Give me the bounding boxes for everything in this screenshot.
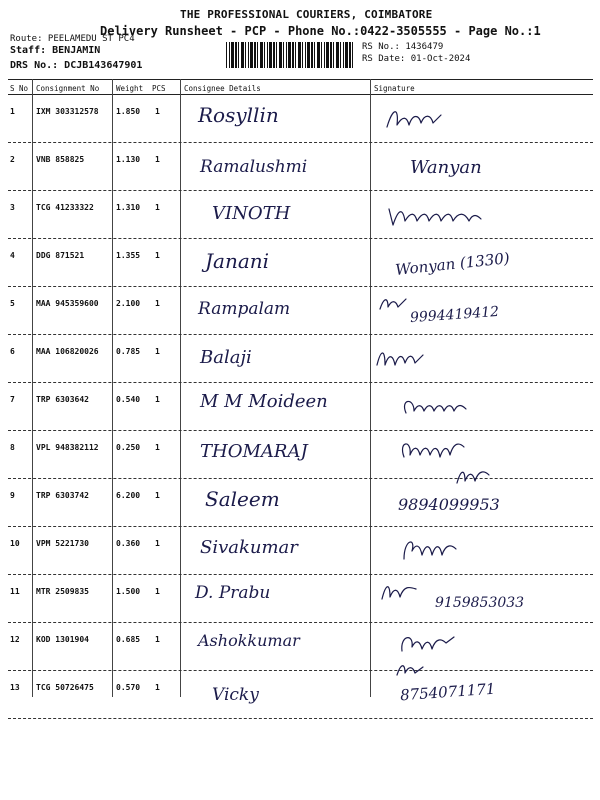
row-sno: 10 bbox=[10, 539, 20, 548]
row-weight: 0.540 bbox=[116, 395, 141, 404]
row-sno: 13 bbox=[10, 683, 20, 692]
staff-label: Staff: BENJAMIN bbox=[10, 45, 101, 56]
row-consignment: KOD 1301904 bbox=[36, 635, 89, 644]
row-pcs: 1 bbox=[155, 347, 160, 356]
row-pcs: 1 bbox=[155, 587, 160, 596]
row-sno: 4 bbox=[10, 251, 15, 260]
row-pcs: 1 bbox=[155, 107, 160, 116]
row-weight: 6.200 bbox=[116, 491, 141, 500]
row-sno: 11 bbox=[10, 587, 20, 596]
row-consignment: VPM 5221730 bbox=[36, 539, 89, 548]
row-weight: 1.310 bbox=[116, 203, 141, 212]
row-consignment: MTR 2509835 bbox=[36, 587, 89, 596]
row-sno: 2 bbox=[10, 155, 15, 164]
signature-scribble bbox=[385, 203, 485, 231]
row-consignment: MAA 945359600 bbox=[36, 299, 99, 308]
row-consignment: TCG 50726475 bbox=[36, 683, 94, 692]
consignee-handwriting: Janani bbox=[205, 249, 270, 273]
table-row bbox=[0, 287, 600, 335]
phone-handwriting: 9894099953 bbox=[398, 495, 500, 514]
row-pcs: 1 bbox=[155, 299, 160, 308]
row-sno: 9 bbox=[10, 491, 15, 500]
col-consignment: Consignment No bbox=[36, 84, 100, 93]
row-pcs: 1 bbox=[155, 635, 160, 644]
row-weight: 1.130 bbox=[116, 155, 141, 164]
barcode-image bbox=[226, 42, 356, 68]
phone-handwriting: 8754071171 bbox=[399, 679, 496, 705]
row-sno: 12 bbox=[10, 635, 20, 644]
table-row bbox=[0, 575, 600, 623]
signature-handwriting: Wanyan bbox=[410, 157, 482, 178]
row-weight: 0.360 bbox=[116, 539, 141, 548]
rs-number: RS No.: 1436479 bbox=[362, 42, 444, 52]
consignee-handwriting: Ashokkumar bbox=[198, 631, 300, 650]
row-pcs: 1 bbox=[155, 443, 160, 452]
col-pcs: PCS bbox=[152, 84, 166, 93]
row-consignment: VNB 858825 bbox=[36, 155, 85, 164]
row-consignment: TRP 6303642 bbox=[36, 395, 89, 404]
row-consignment: MAA 106820026 bbox=[36, 347, 99, 356]
table-row bbox=[0, 431, 600, 479]
table-row bbox=[0, 95, 600, 143]
signature-scribble bbox=[375, 345, 425, 373]
table-row bbox=[0, 527, 600, 575]
row-pcs: 1 bbox=[155, 203, 160, 212]
table-row bbox=[0, 479, 600, 527]
row-consignment: DDG 871521 bbox=[36, 251, 85, 260]
signature-scribble bbox=[398, 631, 458, 655]
consignee-handwriting: Saleem bbox=[205, 487, 280, 511]
row-weight: 2.100 bbox=[116, 299, 141, 308]
signature-handwriting: Wonyan (1330) bbox=[394, 249, 511, 279]
consignee-handwriting: VINOTH bbox=[212, 203, 291, 224]
row-sno: 5 bbox=[10, 299, 15, 308]
signature-scribble bbox=[395, 659, 425, 679]
table-row bbox=[0, 623, 600, 671]
col-consignee: Consignee Details bbox=[184, 84, 261, 93]
table-row bbox=[0, 383, 600, 431]
rs-date: RS Date: 01-Oct-2024 bbox=[362, 54, 471, 64]
drs-number: DRS No.: DCJB143647901 bbox=[10, 60, 143, 71]
row-consignment: VPL 948382112 bbox=[36, 443, 99, 452]
col-signature: Signature bbox=[374, 84, 415, 93]
row-weight: 0.685 bbox=[116, 635, 141, 644]
row-weight: 1.500 bbox=[116, 587, 141, 596]
consignee-handwriting: Balaji bbox=[200, 347, 252, 368]
row-consignment: IXM 303312578 bbox=[36, 107, 99, 116]
signature-scribble bbox=[380, 579, 420, 605]
row-pcs: 1 bbox=[155, 395, 160, 404]
consignee-handwriting: Sivakumar bbox=[200, 537, 298, 558]
row-consignment: TRP 6303742 bbox=[36, 491, 89, 500]
phone-handwriting: 9159853033 bbox=[435, 595, 525, 611]
table-top-rule bbox=[8, 79, 593, 80]
row-weight: 0.250 bbox=[116, 443, 141, 452]
row-pcs: 1 bbox=[155, 683, 160, 692]
signature-scribble bbox=[400, 395, 470, 419]
table-row bbox=[0, 143, 600, 191]
signature-scribble bbox=[400, 535, 460, 565]
row-pcs: 1 bbox=[155, 539, 160, 548]
row-weight: 1.850 bbox=[116, 107, 141, 116]
row-sno: 8 bbox=[10, 443, 15, 452]
row-separator bbox=[8, 718, 593, 719]
route-label: Route: PEELAMEDU ST PC4 bbox=[10, 34, 135, 44]
row-sno: 1 bbox=[10, 107, 15, 116]
consignee-handwriting: D. Prabu bbox=[195, 583, 271, 603]
company-name: THE PROFESSIONAL COURIERS, COIMBATORE bbox=[180, 8, 433, 21]
signature-scribble bbox=[455, 463, 495, 487]
consignee-handwriting: Rampalam bbox=[198, 299, 291, 319]
row-sno: 6 bbox=[10, 347, 15, 356]
row-sno: 7 bbox=[10, 395, 15, 404]
row-consignment: TCG 41233322 bbox=[36, 203, 94, 212]
table-row bbox=[0, 335, 600, 383]
col-sno: S No bbox=[10, 84, 29, 93]
signature-scribble bbox=[385, 105, 445, 135]
table-row bbox=[0, 191, 600, 239]
phone-handwriting: 9994419412 bbox=[409, 303, 500, 327]
row-pcs: 1 bbox=[155, 491, 160, 500]
row-weight: 0.785 bbox=[116, 347, 141, 356]
consignee-handwriting: M M Moideen bbox=[200, 391, 328, 412]
consignee-handwriting: Ramalushmi bbox=[200, 157, 308, 177]
row-pcs: 1 bbox=[155, 251, 160, 260]
signature-scribble bbox=[398, 437, 468, 465]
row-sno: 3 bbox=[10, 203, 15, 212]
col-weight: Weight bbox=[116, 84, 144, 93]
signature-scribble bbox=[378, 293, 408, 313]
row-pcs: 1 bbox=[155, 155, 160, 164]
table-row bbox=[0, 239, 600, 287]
consignee-handwriting: Rosyllin bbox=[198, 103, 279, 127]
consignee-handwriting: THOMARAJ bbox=[200, 441, 308, 462]
runsheet-title: Delivery Runsheet - PCP - Phone No.:0422-3505555 - Page No.:1 bbox=[100, 24, 541, 38]
row-weight: 1.355 bbox=[116, 251, 141, 260]
row-weight: 0.570 bbox=[116, 683, 141, 692]
consignee-handwriting: Vicky bbox=[212, 685, 259, 705]
table-row bbox=[0, 671, 600, 719]
